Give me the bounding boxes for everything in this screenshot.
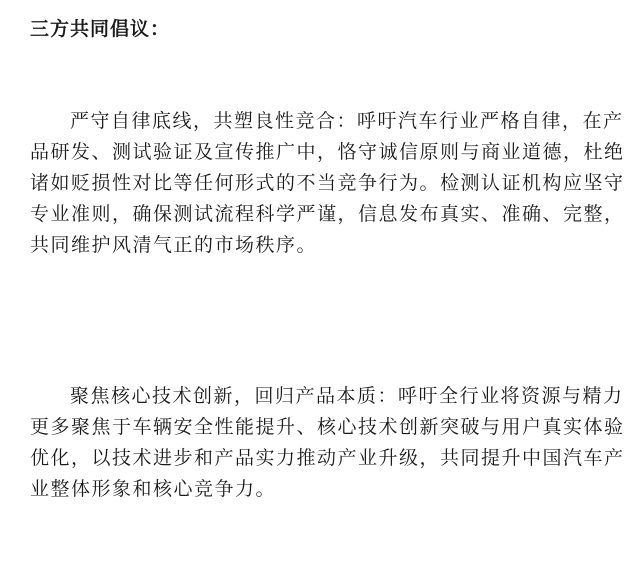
paragraph-line: 优化，以技术进步和产品实力推动产业升级，共同提升中国汽车产 xyxy=(30,447,625,469)
paragraph-line: 专业准则，确保测试流程科学严谨，信息发布真实、准确、完整， xyxy=(30,203,625,225)
paragraph-line: 共同维护风清气正的市场秩序。 xyxy=(30,234,318,256)
paragraph-line: 聚焦核心技术创新，回归产品本质：呼吁全行业将资源与精力 xyxy=(70,385,624,407)
paragraph-line: 品研发、测试验证及宣传推广中，恪守诚信原则与商业道德，杜绝 xyxy=(30,141,625,163)
paragraph-self-discipline xyxy=(30,106,625,261)
paragraph-line: 诸如贬损性对比等任何形式的不当竞争行为。检测认证机构应坚守 xyxy=(30,172,625,194)
paragraph-line: 业整体形象和核心竞争力。 xyxy=(30,478,277,500)
document-heading: 三方共同倡议： xyxy=(30,18,171,40)
paragraph-technology-innovation xyxy=(30,381,625,505)
paragraph-line: 严守自律底线，共塑良性竞合：呼吁汽车行业严格自律，在产 xyxy=(70,110,624,132)
paragraph-line: 更多聚焦于车辆安全性能提升、核心技术创新突破与用户真实体验 xyxy=(30,416,625,438)
